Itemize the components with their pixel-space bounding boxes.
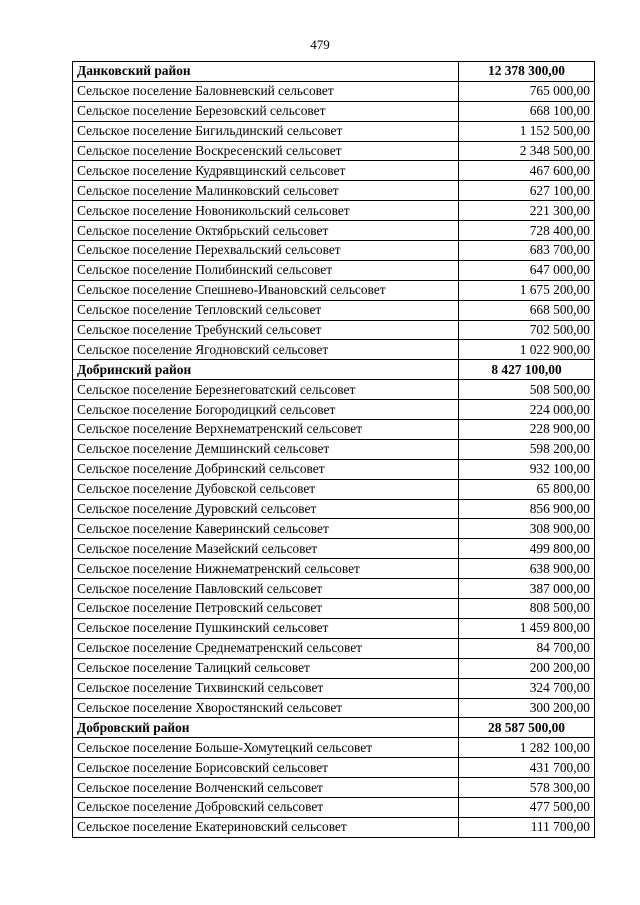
settlement-amount: 508 500,00	[459, 380, 595, 400]
settlement-name: Сельское поселение Среднематренский сельсовет	[73, 638, 459, 658]
settlement-row	[73, 121, 595, 141]
settlement-amount: 728 400,00	[459, 221, 595, 241]
settlement-row	[73, 638, 595, 658]
settlement-row	[73, 221, 595, 241]
settlement-amount: 224 000,00	[459, 400, 595, 420]
district-name: Добровский район	[73, 718, 459, 738]
settlement-amount: 477 500,00	[459, 797, 595, 817]
settlement-amount: 683 700,00	[459, 241, 595, 261]
settlement-row	[73, 280, 595, 300]
settlement-row	[73, 479, 595, 499]
settlement-name: Сельское поселение Волченский сельсовет	[73, 778, 459, 798]
settlement-name: Сельское поселение Полибинский сельсовет	[73, 260, 459, 280]
settlement-row	[73, 817, 595, 837]
settlement-row	[73, 380, 595, 400]
district-total: 8 427 100,00	[459, 360, 595, 380]
settlement-row	[73, 101, 595, 121]
settlement-amount: 200 200,00	[459, 658, 595, 678]
settlement-row	[73, 539, 595, 559]
settlement-row	[73, 241, 595, 261]
settlement-name: Сельское поселение Тихвинский сельсовет	[73, 678, 459, 698]
settlement-amount: 627 100,00	[459, 181, 595, 201]
settlement-amount: 111 700,00	[459, 817, 595, 837]
settlement-name: Сельское поселение Березнеговатский сельсовет	[73, 380, 459, 400]
settlement-amount: 1 152 500,00	[459, 121, 595, 141]
settlement-row	[73, 201, 595, 221]
settlement-amount: 1 675 200,00	[459, 280, 595, 300]
settlement-row	[73, 400, 595, 420]
settlement-name: Сельское поселение Малинковский сельсовет	[73, 181, 459, 201]
settlement-amount: 65 800,00	[459, 479, 595, 499]
settlement-name: Сельское поселение Нижнематренский сельсовет	[73, 559, 459, 579]
settlement-name: Сельское поселение Дуровский сельсовет	[73, 499, 459, 519]
settlement-row	[73, 519, 595, 539]
settlement-amount: 578 300,00	[459, 778, 595, 798]
settlement-name: Сельское поселение Петровский сельсовет	[73, 599, 459, 619]
settlement-row	[73, 300, 595, 320]
settlement-row	[73, 678, 595, 698]
settlement-amount: 499 800,00	[459, 539, 595, 559]
settlement-amount: 467 600,00	[459, 161, 595, 181]
settlement-row	[73, 559, 595, 579]
district-name: Данковский район	[73, 62, 459, 82]
settlement-amount: 638 900,00	[459, 559, 595, 579]
allocation-table-body	[73, 62, 595, 838]
settlement-amount: 765 000,00	[459, 81, 595, 101]
settlement-row	[73, 161, 595, 181]
settlement-amount: 598 200,00	[459, 439, 595, 459]
settlement-row	[73, 439, 595, 459]
settlement-amount: 1 459 800,00	[459, 618, 595, 638]
settlement-row	[73, 459, 595, 479]
settlement-name: Сельское поселение Мазейский сельсовет	[73, 539, 459, 559]
settlement-amount: 387 000,00	[459, 579, 595, 599]
settlement-row	[73, 778, 595, 798]
settlement-name: Сельское поселение Борисовский сельсовет	[73, 758, 459, 778]
page-number: 479	[310, 37, 330, 52]
settlement-row	[73, 420, 595, 440]
district-row	[73, 62, 595, 82]
settlement-amount: 1 282 100,00	[459, 738, 595, 758]
settlement-name: Сельское поселение Екатериновский сельсовет	[73, 817, 459, 837]
settlement-name: Сельское поселение Перехвальский сельсовет	[73, 241, 459, 261]
allocation-table	[72, 61, 595, 838]
settlement-row	[73, 738, 595, 758]
settlement-amount: 1 022 900,00	[459, 340, 595, 360]
settlement-name: Сельское поселение Тепловский сельсовет	[73, 300, 459, 320]
settlement-row	[73, 81, 595, 101]
settlement-name: Сельское поселение Добринский сельсовет	[73, 459, 459, 479]
settlement-amount: 668 100,00	[459, 101, 595, 121]
settlement-name: Сельское поселение Березовский сельсовет	[73, 101, 459, 121]
settlement-name: Сельское поселение Новоникольский сельсовет	[73, 201, 459, 221]
settlement-name: Сельское поселение Пушкинский сельсовет	[73, 618, 459, 638]
settlement-amount: 300 200,00	[459, 698, 595, 718]
settlement-row	[73, 260, 595, 280]
settlement-amount: 932 100,00	[459, 459, 595, 479]
settlement-row	[73, 758, 595, 778]
settlement-row	[73, 320, 595, 340]
settlement-name: Сельское поселение Требунский сельсовет	[73, 320, 459, 340]
settlement-amount: 856 900,00	[459, 499, 595, 519]
settlement-name: Сельское поселение Верхнематренский сельсовет	[73, 420, 459, 440]
settlement-amount: 647 000,00	[459, 260, 595, 280]
settlement-name: Сельское поселение Кудрявщинский сельсовет	[73, 161, 459, 181]
settlement-name: Сельское поселение Добровский сельсовет	[73, 797, 459, 817]
settlement-row	[73, 599, 595, 619]
district-total: 28 587 500,00	[459, 718, 595, 738]
settlement-amount: 221 300,00	[459, 201, 595, 221]
settlement-name: Сельское поселение Дубовской сельсовет	[73, 479, 459, 499]
settlement-name: Сельское поселение Талицкий сельсовет	[73, 658, 459, 678]
settlement-row	[73, 340, 595, 360]
settlement-name: Сельское поселение Богородицкий сельсовет	[73, 400, 459, 420]
settlement-name: Сельское поселение Октябрьский сельсовет	[73, 221, 459, 241]
settlement-row	[73, 658, 595, 678]
settlement-amount: 702 500,00	[459, 320, 595, 340]
settlement-name: Сельское поселение Каверинский сельсовет	[73, 519, 459, 539]
settlement-row	[73, 141, 595, 161]
settlement-name: Сельское поселение Павловский сельсовет	[73, 579, 459, 599]
district-total: 12 378 300,00	[459, 62, 595, 82]
settlement-name: Сельское поселение Больше-Хомутецкий сельсовет	[73, 738, 459, 758]
settlement-row	[73, 797, 595, 817]
settlement-amount: 228 900,00	[459, 420, 595, 440]
settlement-name: Сельское поселение Баловневский сельсовет	[73, 81, 459, 101]
settlement-row	[73, 618, 595, 638]
settlement-name: Сельское поселение Спешнево-Ивановский сельсовет	[73, 280, 459, 300]
settlement-name: Сельское поселение Хворостянский сельсовет	[73, 698, 459, 718]
settlement-amount: 2 348 500,00	[459, 141, 595, 161]
settlement-amount: 431 700,00	[459, 758, 595, 778]
settlement-amount: 808 500,00	[459, 599, 595, 619]
settlement-name: Сельское поселение Воскресенский сельсовет	[73, 141, 459, 161]
settlement-row	[73, 499, 595, 519]
settlement-amount: 668 500,00	[459, 300, 595, 320]
district-name: Добринский район	[73, 360, 459, 380]
settlement-row	[73, 579, 595, 599]
district-row	[73, 360, 595, 380]
settlement-amount: 308 900,00	[459, 519, 595, 539]
settlement-name: Сельское поселение Бигильдинский сельсовет	[73, 121, 459, 141]
settlement-row	[73, 181, 595, 201]
settlement-name: Сельское поселение Демшинский сельсовет	[73, 439, 459, 459]
settlement-amount: 324 700,00	[459, 678, 595, 698]
settlement-name: Сельское поселение Ягодновский сельсовет	[73, 340, 459, 360]
settlement-row	[73, 698, 595, 718]
district-row	[73, 718, 595, 738]
settlement-amount: 84 700,00	[459, 638, 595, 658]
